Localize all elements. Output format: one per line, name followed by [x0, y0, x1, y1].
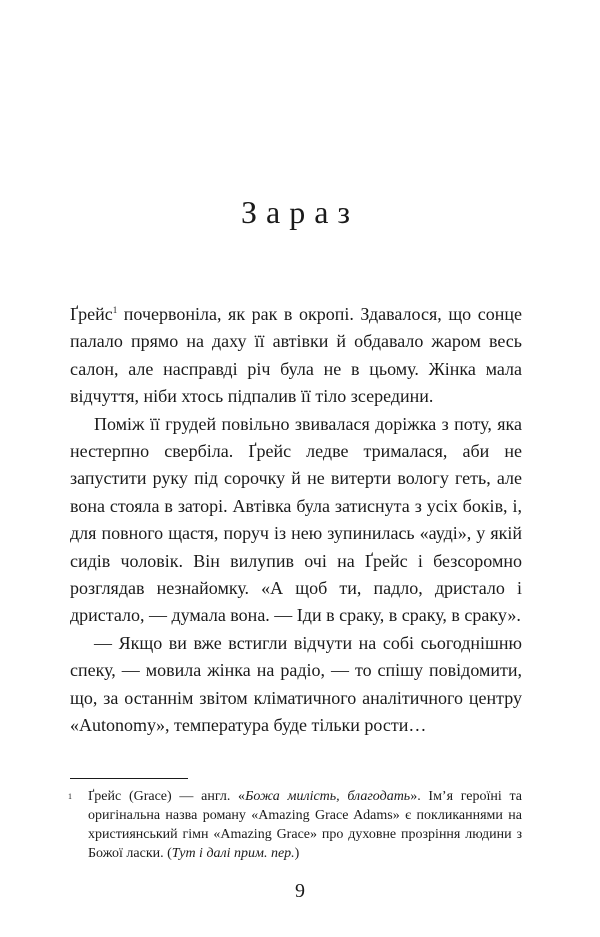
footnote: [70, 787, 522, 863]
character-name: Ґрейс: [70, 304, 113, 324]
chapter-title: Зараз: [240, 194, 360, 230]
footnote-reference[interactable]: 1: [112, 305, 118, 315]
footnote-text-middle: ». Ім’я героїні та оригінальна назва роману «Amazing Grace Adams» є покликаннями на християнський гімн «Amazing Grace» про духовне прозріння людини з Божої ласки. (: [88, 789, 523, 861]
paragraph-1: [70, 301, 522, 411]
paragraph-1-text: почервоніла, як рак в окропі. Здавалося, що сонце палало прямо на даху її автівки й обдавало жаром весь салон, але насправді річ була не в цьому. Жінка мала відчуття, ніби хтось підпалив її тіло зсередини.: [70, 304, 522, 407]
footnote-text-start: Ґрейс (Grace) — англ. «: [88, 789, 246, 804]
paragraph-3: — Якщо ви вже встигли відчути на собі сьогоднішню спеку, — мовила жінка на радіо, — то спішу повідомити, що, за останнім звітом кліматичного аналітичного центру «Autonomy», температура буде тільки рости…: [70, 632, 522, 736]
footnote-text: [70, 787, 522, 863]
footnote-text-end: ): [294, 846, 300, 861]
page-number: 9: [295, 880, 305, 902]
footnote-translation: Божа милість, благодать: [245, 789, 411, 804]
translator-note: Тут і далі прим. пер.: [171, 846, 295, 861]
footnote-number: 1: [68, 792, 72, 801]
footnote-divider: [70, 778, 188, 779]
paragraph-2: Поміж її грудей повільно звивалася доріжка з поту, яка нестерпно свербіла. Ґрейс ледве трималася, аби не запустити руку під сорочку й не витерти вологу геть, але вона стояла в заторі. Автівка була затиснута з усіх боків, і, для повного щастя, поруч із нею зупинилась «ауді», у якій сидів чоловік. Він вилупив очі на Ґрейс і безсоромно розглядав незнайомку. «А щоб ти, падло, дристало і дристало, — думала вона. — Іди в сраку, в сраку, в сраку».: [70, 413, 522, 626]
chapter-body: [70, 301, 522, 740]
